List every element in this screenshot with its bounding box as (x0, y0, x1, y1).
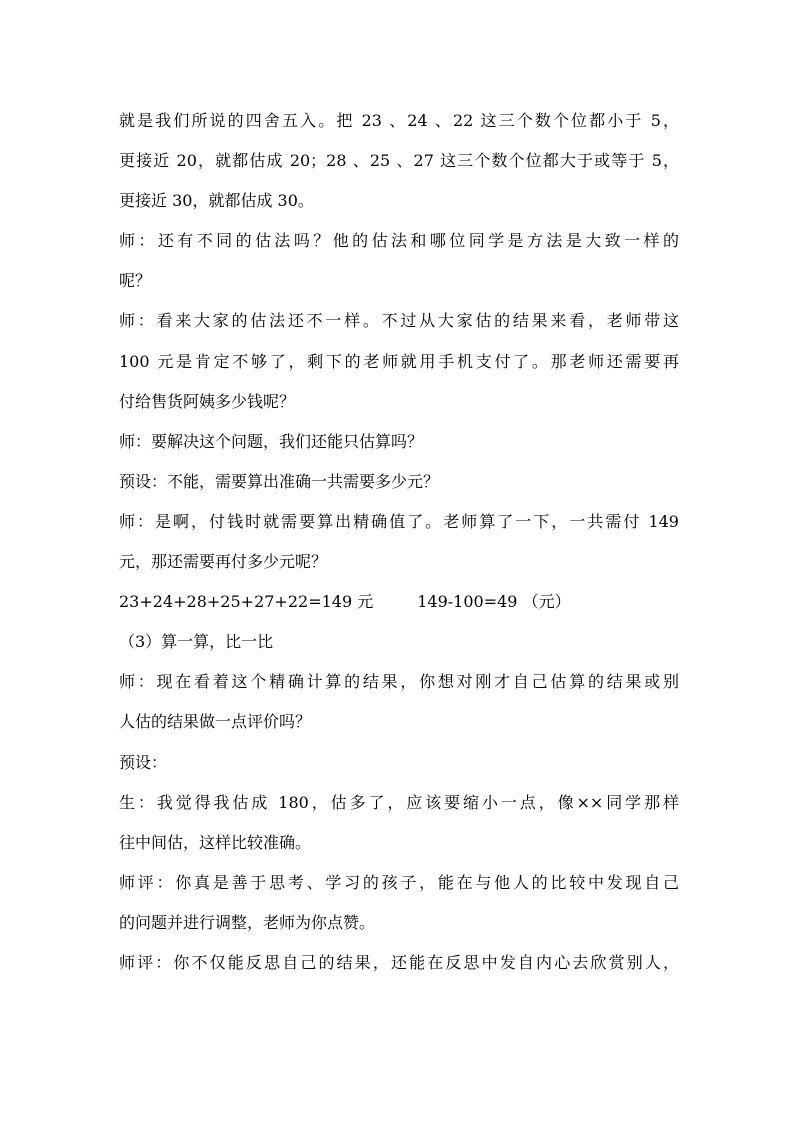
equation-sum: 23+24+28+25+27+22=149 元 (119, 592, 374, 612)
paragraph-line-1: 就是我们所说的四舍五入。把 23 、24 、22 这三个数个位都小于 5， (119, 111, 679, 130)
paragraph-line-18: 生：我觉得我估成 180，估多了，应该要缩小一点，像××同学那样 (119, 792, 679, 812)
paragraph-line-2: 更接近 20，就都估成 20；28 、25 、27 这三个数个位都大于或等于 5， (119, 151, 679, 171)
paragraph-line-8: 付给售货阿姨多少钱呢？ (119, 391, 296, 411)
section-heading: （3）算一算，比一比 (119, 632, 274, 652)
paragraph-line-5: 呢？ (119, 271, 152, 291)
paragraph-line-12: 元，那还需要再付多少元呢？ (119, 552, 328, 572)
paragraph-line-3: 更接近 30，就都估成 30。 (119, 191, 314, 211)
equation-difference: 149-100=49 （元） (417, 592, 571, 612)
document-body (119, 101, 679, 983)
paragraph-line-10: 预设：不能，需要算出准确一共需要多少元？ (119, 471, 440, 491)
paragraph-line-4: 师：还有不同的估法吗？他的估法和哪位同学是方法是大致一样的 (119, 231, 679, 251)
paragraph-line-19: 往中间估，这样比较准确。 (119, 832, 312, 852)
paragraph-line-21: 的问题并进行调整，老师为你点赞。 (119, 912, 376, 932)
paragraph-line-7: 100 元是肯定不够了，剩下的老师就用手机支付了。那老师还需要再 (119, 351, 679, 371)
paragraph-line-15: 师：现在看着这个精确计算的结果，你想对刚才自己估算的结果或别 (119, 672, 679, 692)
paragraph-line-17: 预设： (119, 752, 168, 772)
paragraph-line-20: 师评：你真是善于思考、学习的孩子，能在与他人的比较中发现自己 (119, 872, 679, 892)
equation-line (119, 582, 679, 622)
paragraph-line-22: 师评：你不仅能反思自己的结果，还能在反思中发自内心去欣赏别人， (119, 952, 679, 972)
paragraph-line-6: 师：看来大家的估法还不一样。不过从大家估的结果来看，老师带这 (119, 311, 679, 331)
paragraph-line-11: 师：是啊，付钱时就需要算出精确值了。老师算了一下，一共需付 149 (119, 511, 679, 531)
paragraph-line-9: 师：要解决这个问题，我们还能只估算吗？ (119, 431, 424, 451)
paragraph-line-16: 人估的结果做一点评价吗？ (119, 712, 312, 732)
